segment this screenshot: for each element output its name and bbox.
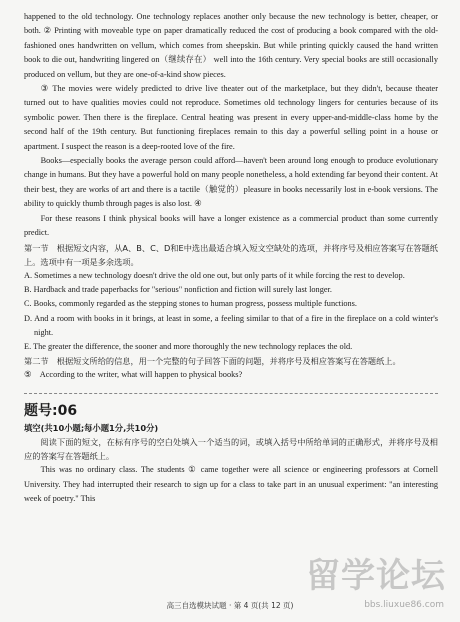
watermark-text: 留学论坛 <box>306 556 446 596</box>
option-c: C. Books, commonly regarded as the stepping stones to human progress, possess multiple functions. <box>24 299 357 309</box>
section-divider <box>24 393 438 394</box>
passage-paragraph-2: ③ The movies were widely predicted to drive live theater out of the marketplace, but they didn't, because theater turned out to have qualities movies could not reproduce. Sometimes old technology lingers for centuries because of its symbolic power. Then there is the fireplace. Central heating was present in every upper-and-middle-class home by the second half of the 19th century. But functioning fireplaces remain to this day a powerful selling point in a house or apartment. I suspect the reason is a deep-rooted love of the fire. <box>24 84 438 151</box>
option-a: A. Sometimes a new technology doesn't drive the old one out, but only parts of it while forcing the rest to develop. <box>24 270 405 280</box>
option-d: D. And a room with books in it brings, at least in some, a feeling similar to that of a fire in the fireplace on a cold winter's night. <box>24 313 438 337</box>
section1-instruction: 第一节 根据短文内容，从A、B、C、D和E中选出最适合填入短文空缺处的选项，并将序号及相应答案写在答题纸上。选项中有一项是多余选项。 <box>24 242 438 267</box>
section2-instruction: 第二节 根据短文所给的信息，用一个完整的句子回答下面的问题，并将序号及相应答案写在答题纸上。 <box>24 356 401 367</box>
passage-paragraph-1: happened to the old technology. One technology replaces another only because the new technology is better, cheaper, or both. ② Printing with moveable type on paper dramatically reduced the cost of producing a book compared with the old-fashioned ones handwritten on vellum, which comes from sheepskin. But while printing quickly caused the hand written book to die out, handwriting lingered on（继续存在） well into the 16th century. Very special books are still occasionally produced on vellum, but they are one-of-a-kind show pieces. <box>24 12 438 79</box>
passage-paragraph-4: For these reasons I think physical books will have a longer existence as a commercial product than some currently predict. <box>24 213 438 238</box>
watermark-url: bbs.liuxue86.com <box>364 600 444 610</box>
passage-paragraph-3: Books—especially books the average person could afford—haven't been around long enough to produce evolutionary change in humans. But they have a powerful hold on many people nonetheless, a hold extending far beyond their content. At their best, they are works of art and there is a tactile（触觉的）pleasure in books necessarily lost in e-book versions. The ability to quickly thumb through pages is also lost. ④ <box>24 156 438 209</box>
question-number-heading: 题号:06 <box>24 402 78 419</box>
option-e: E. The greater the difference, the sooner and more thoroughly the new technology replaces the old. <box>24 341 353 351</box>
fill-blank-passage: This was no ordinary class. The students ① came together were all science or engineering professors at Cornell University. They had interrupted their research to sign up for a class to take part in an unusual experiment: "an interesting week of poetry." This <box>24 465 438 503</box>
fill-blank-instruction: 阅读下面的短文，在标有序号的空白处填入一个适当的词，或填入括号中所给单词的正确形式，并将序号及相应的答案写在答题纸上。 <box>24 436 438 461</box>
question-5: ⑤ According to the writer, what will happen to physical books? <box>24 370 243 380</box>
page-footer: 高三自选模块试题 · 第 4 页(共 12 页) <box>166 601 294 610</box>
option-b: B. Hardback and trade paperbacks for "serious" nonfiction and fiction will surely last longer. <box>24 285 332 295</box>
fill-blank-subheading: 填空(共10小题;每小题1分,共10分) <box>24 422 159 433</box>
